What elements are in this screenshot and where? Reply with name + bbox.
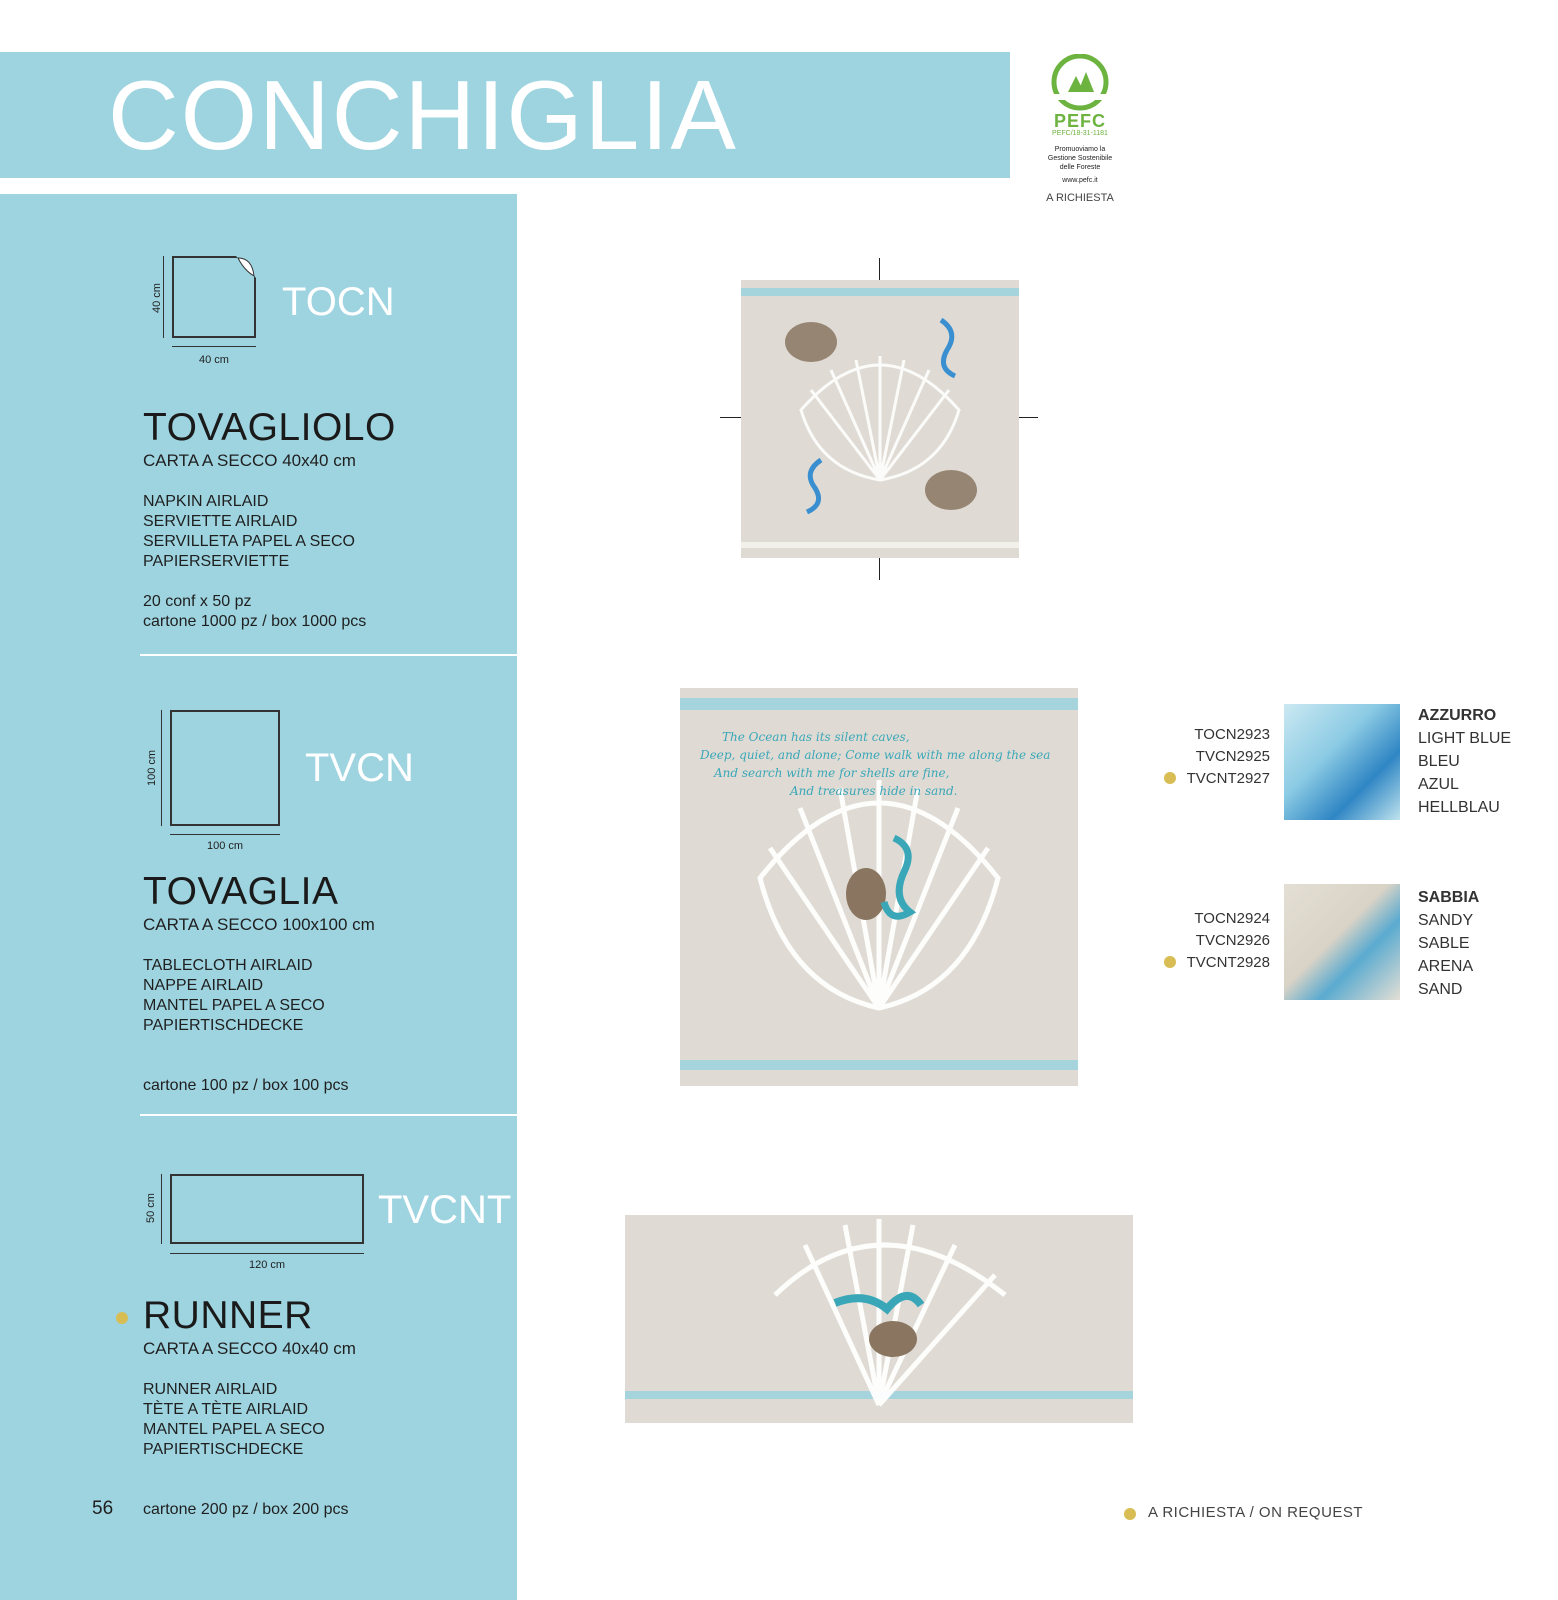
product-title: RUNNER bbox=[143, 1294, 313, 1337]
runner-image bbox=[625, 1215, 1133, 1423]
section-divider bbox=[140, 654, 517, 656]
on-request-dot bbox=[1124, 1508, 1136, 1520]
on-request-dot bbox=[1164, 772, 1176, 784]
color-name: SABBIA bbox=[1418, 889, 1480, 906]
packaging-info: cartone 100 pz / box 100 pcs bbox=[143, 1077, 349, 1094]
name-item: SERVILLETA PAPEL A SECO bbox=[143, 533, 355, 550]
pefc-line2: Gestione Sostenibile bbox=[1047, 155, 1113, 162]
product-code: TOCN bbox=[282, 280, 395, 324]
packaging-info bbox=[143, 592, 366, 632]
pack-line: cartone 1000 pz / box 1000 pcs bbox=[143, 613, 367, 630]
name-item: TABLECLOTH AIRLAID bbox=[143, 957, 313, 974]
pefc-tree-icon bbox=[1048, 54, 1112, 112]
variant-code: TVCN2925 bbox=[1195, 748, 1270, 765]
tablecloth-dimension-diagram bbox=[170, 710, 280, 826]
variant-code: TVCNT2928 bbox=[1186, 954, 1270, 971]
pefc-logo bbox=[1030, 54, 1130, 229]
color-name: LIGHT BLUE bbox=[1418, 730, 1512, 747]
page-curl-icon bbox=[236, 256, 256, 278]
tablecloth-image bbox=[680, 688, 1078, 1086]
packaging-info: cartone 200 pz / box 200 pcs bbox=[143, 1501, 349, 1518]
product-subtitle: CARTA A SECCO 100x100 cm bbox=[143, 915, 375, 934]
product-subtitle: CARTA A SECCO 40x40 cm bbox=[143, 1339, 356, 1358]
color-name: HELLBLAU bbox=[1418, 799, 1500, 816]
pefc-url: www.pefc.it bbox=[1062, 177, 1098, 184]
dim-height-label: 50 cm bbox=[145, 1193, 157, 1223]
dim-height-label: 40 cm bbox=[151, 283, 163, 313]
variant-codes bbox=[1170, 908, 1270, 974]
product-code: TVCNT bbox=[378, 1188, 512, 1232]
dim-line-h bbox=[170, 834, 280, 835]
napkin-artwork bbox=[741, 280, 1019, 558]
name-item: NAPPE AIRLAID bbox=[143, 977, 264, 994]
section-divider bbox=[140, 1114, 517, 1116]
color-name: SABLE bbox=[1418, 935, 1470, 952]
color-name: AZZURRO bbox=[1418, 707, 1497, 724]
product-names bbox=[143, 1380, 325, 1460]
napkin-image bbox=[741, 280, 1019, 558]
verse-line: And search with me for shells are fine, bbox=[714, 766, 950, 780]
dim-height-label: 100 cm bbox=[146, 749, 158, 787]
color-swatch-light-blue bbox=[1284, 704, 1400, 820]
product-names bbox=[143, 956, 325, 1036]
dim-line-v bbox=[163, 256, 164, 338]
color-name: ARENA bbox=[1418, 958, 1474, 975]
dim-width-label: 100 cm bbox=[206, 840, 244, 852]
color-swatch-sandy bbox=[1284, 884, 1400, 1000]
product-names bbox=[143, 492, 355, 572]
pefc-note: A RICHIESTA bbox=[1046, 192, 1114, 204]
name-item: TÈTE A TÈTE AIRLAID bbox=[143, 1401, 309, 1418]
pefc-line1: Promuoviamo la bbox=[1054, 146, 1106, 153]
name-item: MANTEL PAPEL A SECO bbox=[143, 997, 325, 1014]
product-title: TOVAGLIA bbox=[143, 870, 339, 913]
name-item: MANTEL PAPEL A SECO bbox=[143, 1421, 325, 1438]
name-item: PAPIERSERVIETTE bbox=[143, 553, 290, 570]
dim-width-label: 120 cm bbox=[248, 1259, 286, 1271]
pefc-code: PEFC/18-31-1181 bbox=[1052, 130, 1108, 137]
dim-line-v bbox=[161, 1174, 162, 1244]
product-code: TVCN bbox=[305, 746, 414, 790]
variant-code: TVCN2926 bbox=[1195, 932, 1270, 949]
pack-line: 20 conf x 50 pz bbox=[143, 593, 252, 610]
dim-width-label: 40 cm bbox=[199, 354, 229, 366]
name-item: PAPIERTISCHDECKE bbox=[143, 1017, 304, 1034]
pefc-line3: delle Foreste bbox=[1059, 164, 1101, 171]
verse-line: The Ocean has its silent caves, bbox=[722, 730, 910, 744]
color-name: BLEU bbox=[1418, 753, 1460, 770]
dim-line-h bbox=[170, 1253, 364, 1254]
verse-line: Deep, quiet, and alone; Come walk with me along the sea bbox=[700, 748, 1051, 762]
color-name: SANDY bbox=[1418, 912, 1474, 929]
variant-colors bbox=[1418, 704, 1511, 819]
verse-line: And treasures hide in sand. bbox=[790, 784, 958, 798]
color-name: SAND bbox=[1418, 981, 1463, 998]
runner-artwork bbox=[625, 1215, 1133, 1423]
name-item: NAPKIN AIRLAID bbox=[143, 493, 269, 510]
variant-code: TOCN2923 bbox=[1194, 726, 1270, 743]
product-title: TOVAGLIOLO bbox=[143, 406, 396, 449]
pefc-wordmark: PEFC bbox=[1053, 111, 1106, 131]
dim-line-v bbox=[161, 710, 162, 826]
variant-code: TOCN2924 bbox=[1194, 910, 1270, 927]
on-request-note: A RICHIESTA / ON REQUEST bbox=[1148, 1504, 1364, 1521]
product-subtitle: CARTA A SECCO 40x40 cm bbox=[143, 451, 356, 470]
page-number: 56 bbox=[92, 1498, 114, 1519]
color-name: AZUL bbox=[1418, 776, 1459, 793]
name-item: PAPIERTISCHDECKE bbox=[143, 1441, 304, 1458]
on-request-dot bbox=[1164, 956, 1176, 968]
variant-code: TVCNT2927 bbox=[1186, 770, 1270, 787]
name-item: RUNNER AIRLAID bbox=[143, 1381, 278, 1398]
name-item: SERVIETTE AIRLAID bbox=[143, 513, 298, 530]
page-title: CONCHIGLIA bbox=[108, 60, 738, 170]
dim-line-h bbox=[172, 346, 256, 347]
runner-dimension-diagram bbox=[170, 1174, 364, 1244]
variant-colors bbox=[1418, 886, 1479, 1001]
variant-codes bbox=[1170, 724, 1270, 790]
on-request-dot bbox=[116, 1312, 128, 1324]
